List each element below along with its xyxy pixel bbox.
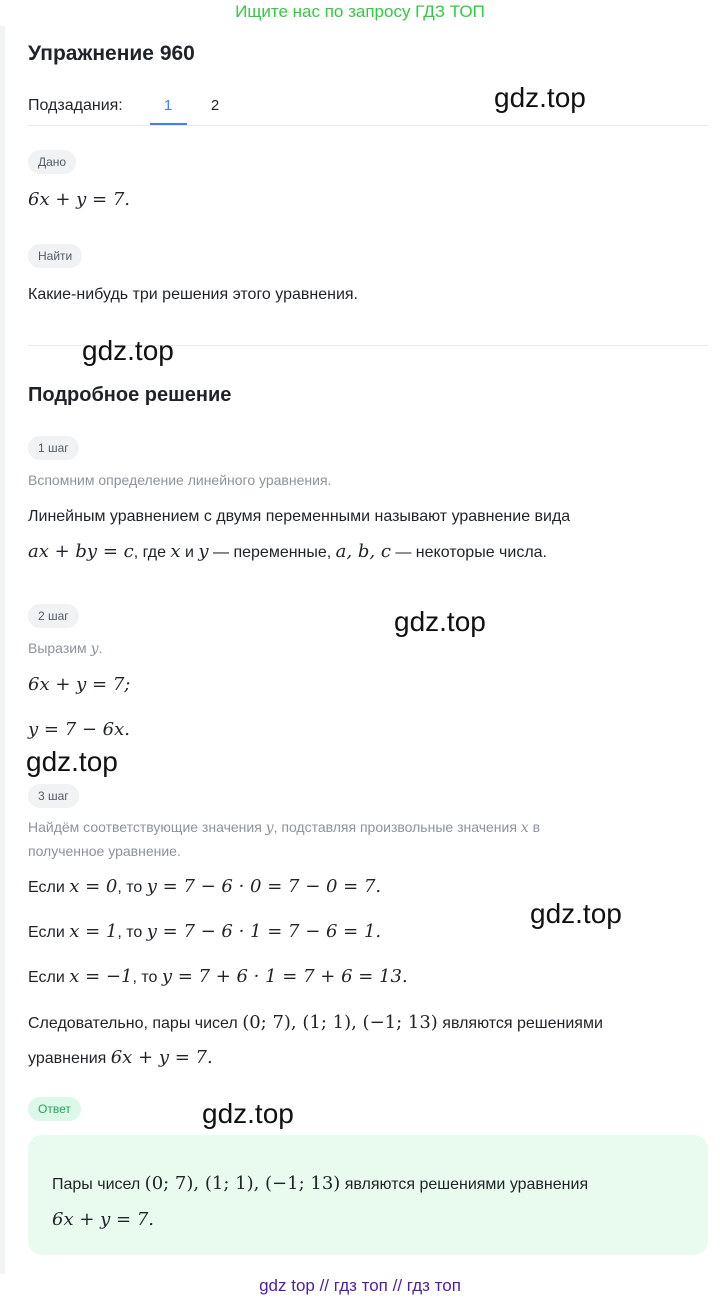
step-1-line-2: [28, 541, 547, 562]
step-3-hint-line-1: [28, 819, 540, 836]
step-3-conclusion-line-2: [28, 1047, 213, 1068]
text-fragment: являются решениями: [437, 1015, 603, 1032]
text-fragment: — некоторые числа.: [390, 544, 547, 561]
calculation: y = 7 − 6 · 0 = 7 − 0 = 7.: [146, 876, 382, 897]
text-fragment: являются решениями уравнения: [340, 1176, 589, 1193]
equation: 6x + y = 7.: [110, 1047, 213, 1068]
search-banner: Ищите нас по запросу ГДЗ ТОП: [235, 2, 485, 21]
text-fragment: Если: [28, 969, 70, 986]
var-y: y: [90, 641, 99, 657]
text-fragment: , где: [133, 544, 171, 561]
find-badge: Найти: [28, 244, 82, 268]
text-fragment: , то: [132, 969, 162, 986]
step-3-badge: 3 шаг: [28, 784, 79, 808]
given-expression: 6x + y = 7.: [28, 189, 130, 210]
answer-box: [28, 1135, 708, 1255]
page-title: Упражнение 960: [28, 42, 195, 65]
text-fragment: Выразим: [28, 640, 91, 656]
text-fragment: Если: [28, 924, 70, 941]
var-y: y: [198, 541, 209, 562]
step-3-row-2: [28, 921, 381, 942]
condition: x = 0: [69, 876, 118, 897]
watermark: gdz.top: [394, 606, 486, 637]
answer-line-1: [52, 1173, 588, 1194]
step-2-equation-2: y = 7 − 6x.: [28, 719, 130, 740]
text-fragment: , то: [117, 879, 147, 896]
footer-links[interactable]: gdz top // гдз топ // гдз топ: [259, 1276, 461, 1295]
step-3-conclusion-line-1: [28, 1012, 603, 1033]
subtasks-label: Подзадания:: [28, 97, 123, 114]
watermark: gdz.top: [530, 898, 622, 929]
tab-subtask-2[interactable]: 2: [210, 97, 220, 114]
step-1-hint: Вспомним определение линейного уравнения.: [28, 472, 332, 488]
watermark: gdz.top: [202, 1098, 294, 1129]
tabs-divider: [28, 125, 708, 126]
condition: x = 1: [69, 921, 118, 942]
step-2-badge: 2 шаг: [28, 604, 79, 628]
text-fragment: Следовательно, пары чисел: [28, 1015, 243, 1032]
step-1-line-1: Линейным уравнением с двумя переменными называют уравнение вида: [28, 508, 571, 525]
step-3-hint-line-2: полученное уравнение.: [28, 843, 181, 859]
watermark: gdz.top: [26, 746, 118, 777]
condition: x = −1: [69, 966, 133, 987]
solution-title: Подробное решение: [28, 384, 232, 406]
text-fragment: Найдём соответствующие значения: [28, 819, 266, 835]
calculation: y = 7 + 6 · 1 = 7 + 6 = 13.: [161, 966, 408, 987]
tab-subtask-1[interactable]: 1: [163, 97, 173, 114]
equation-general-form: ax + by = c: [28, 541, 134, 562]
text-fragment: , подставляя произвольные значения: [273, 819, 521, 835]
given-badge: Дано: [28, 150, 76, 174]
text-fragment: Если: [28, 879, 70, 896]
text-fragment: и: [180, 544, 199, 561]
step-1-badge: 1 шаг: [28, 436, 79, 460]
text-fragment: в: [528, 819, 541, 835]
step-3-row-1: [28, 876, 381, 897]
text-fragment: , то: [117, 924, 147, 941]
text-fragment: уравнения: [28, 1050, 111, 1067]
step-2-hint: [28, 640, 102, 657]
watermark: gdz.top: [494, 82, 586, 113]
step-2-equation-1: 6x + y = 7;: [28, 674, 131, 695]
calculation: y = 7 − 6 · 1 = 7 − 6 = 1.: [146, 921, 382, 942]
solution-pairs: (0; 7), (1; 1), (−1; 13): [242, 1012, 438, 1033]
text-fragment: Пары чисел: [52, 1176, 145, 1193]
text-fragment: .: [98, 640, 103, 656]
coefficients: a, b, c: [335, 541, 391, 562]
var-x: x: [520, 820, 529, 836]
solution-pairs: (0; 7), (1; 1), (−1; 13): [144, 1173, 341, 1194]
step-3-row-3: [28, 966, 408, 987]
var-y: y: [265, 820, 274, 836]
find-text: Какие-нибудь три решения этого уравнения.: [28, 286, 358, 303]
var-x: x: [170, 541, 181, 562]
text-fragment: — переменные,: [208, 544, 336, 561]
watermark: gdz.top: [82, 335, 174, 366]
answer-badge: Ответ: [28, 1097, 81, 1121]
exercise-card: [5, 26, 720, 1274]
answer-line-2: 6x + y = 7.: [52, 1209, 154, 1230]
